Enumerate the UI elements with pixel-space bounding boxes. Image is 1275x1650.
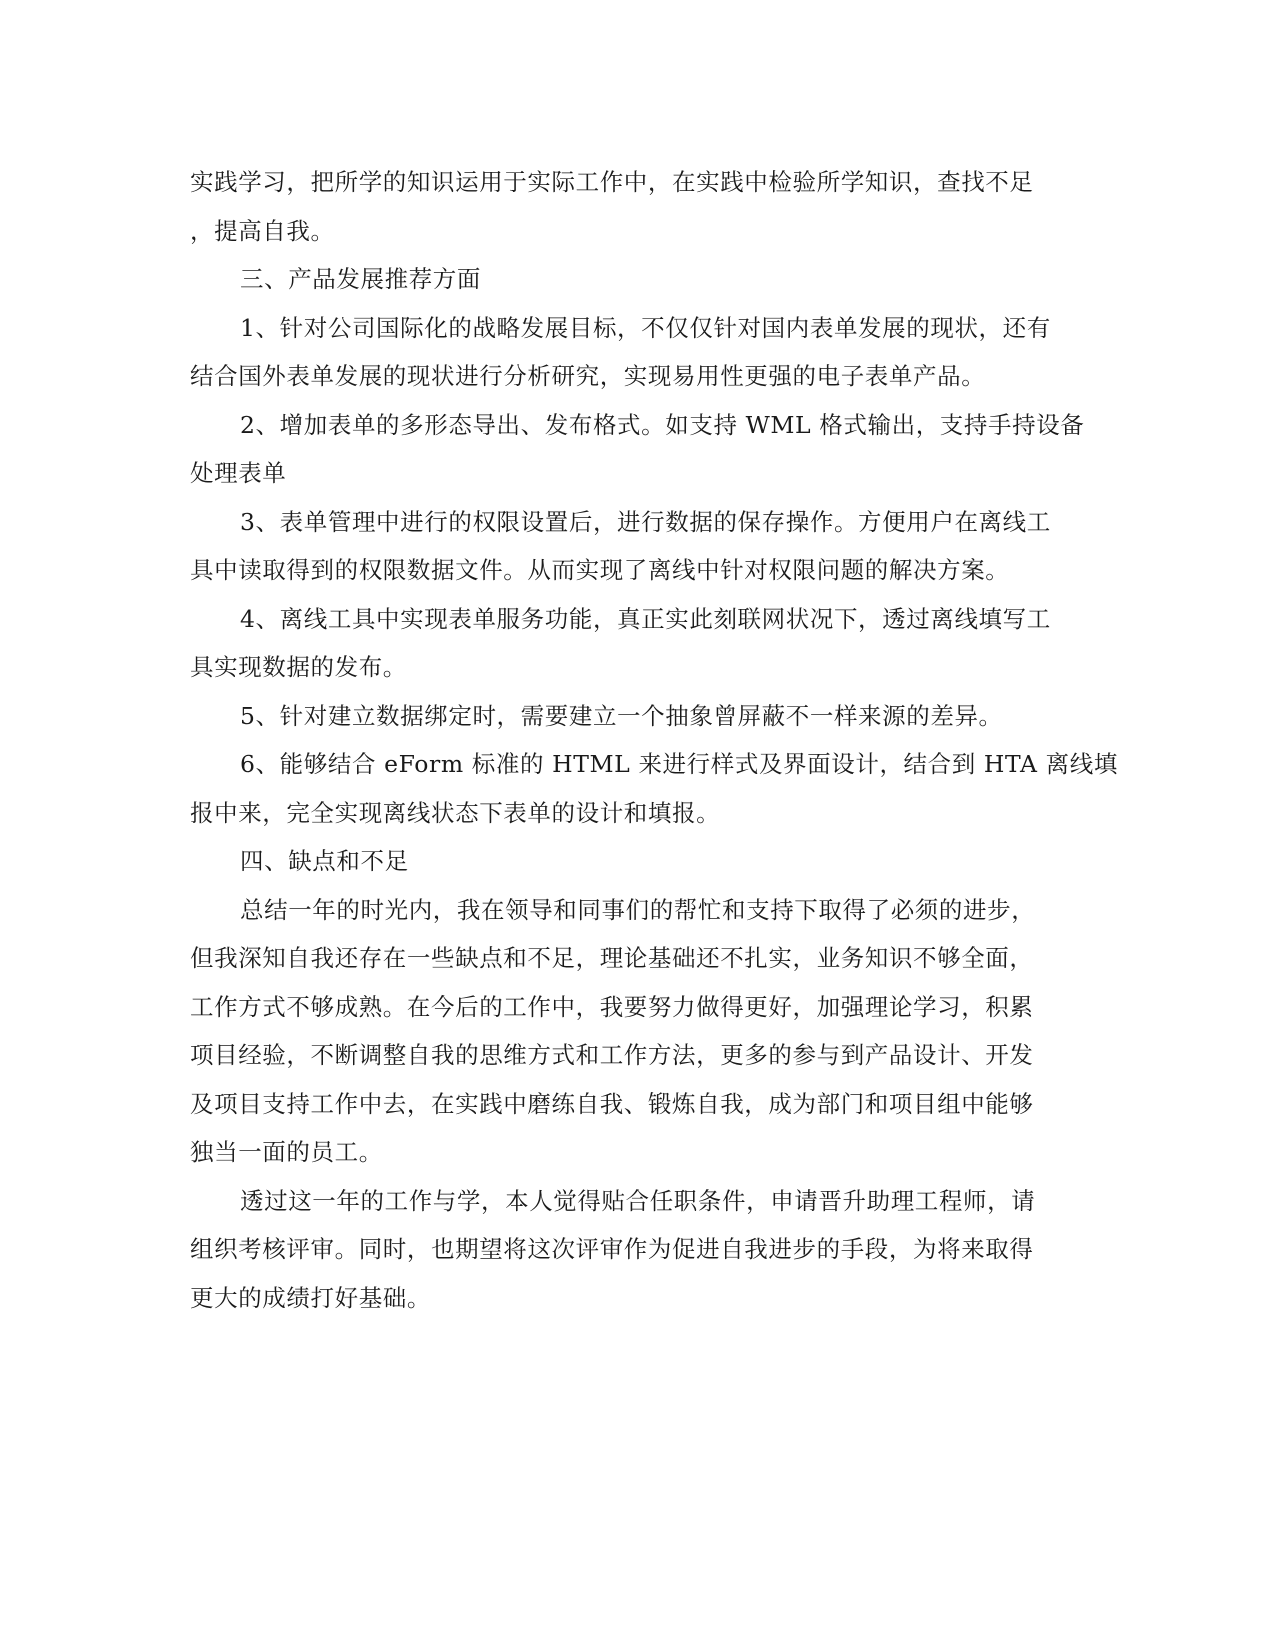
text-line: 组织考核评审。同时，也期望将这次评审作为促进自我进步的手段，为将来取得: [190, 1235, 1034, 1263]
section-heading: 三、产品发展推荐方面: [240, 265, 481, 293]
text-line: 透过这一年的工作与学，本人觉得贴合任职条件，申请晋升助理工程师，请: [240, 1186, 1036, 1215]
text-line: 工作方式不够成熟。在今后的工作中，我要努力做得更好，加强理论学习，积累: [190, 992, 1034, 1021]
text-line: 处理表单: [190, 459, 287, 487]
section-heading: 四、缺点和不足: [240, 847, 409, 875]
text-line: 更大的成绩打好基础。: [190, 1283, 431, 1312]
text-line: 4、离线工具中实现表单服务功能，真正实此刻联网状况下，透过离线填写工: [240, 604, 1051, 633]
text-line: 实践学习，把所学的知识运用于实际工作中，在实践中检验所学知识，查找不足: [190, 168, 1034, 196]
text-line: 但我深知自我还存在一些缺点和不足，理论基础还不扎实，业务知识不够全面，: [190, 944, 1034, 972]
text-line: 5、针对建立数据绑定时，需要建立一个抽象曾屏蔽不一样来源的差异。: [240, 701, 1003, 730]
text-line: 独当一面的员工。: [190, 1138, 383, 1166]
document-body: [190, 158, 1118, 1322]
text-line: ，提高自我。: [190, 216, 335, 245]
text-line: 项目经验，不断调整自我的思维方式和工作方法，更多的参与到产品设计、开发: [190, 1041, 1034, 1069]
text-line: 报中来，完全实现离线状态下表单的设计和填报。: [190, 798, 721, 827]
text-line: 结合国外表单发展的现状进行分析研究，实现易用性更强的电子表单产品。: [190, 362, 986, 390]
text-line: 具中读取得到的权限数据文件。从而实现了离线中针对权限问题的解决方案。: [190, 556, 1010, 584]
text-line: 3、表单管理中进行的权限设置后，进行数据的保存操作。方便用户在离线工: [240, 507, 1051, 536]
text-line: 2、增加表单的多形态导出、发布格式。如支持 WML 格式输出，支持手持设备: [240, 410, 1085, 439]
text-line: 6、能够结合 eForm 标准的 HTML 来进行样式及界面设计，结合到 HTA 离线填: [240, 750, 1118, 778]
text-line: 1、针对公司国际化的战略发展目标，不仅仅针对国内表单发展的现状，还有: [240, 313, 1051, 342]
text-line: 及项目支持工作中去，在实践中磨练自我、锻炼自我，成为部门和项目组中能够: [190, 1089, 1034, 1118]
text-line: 具实现数据的发布。: [190, 653, 407, 681]
text-line: 总结一年的时光内，我在领导和同事们的帮忙和支持下取得了必须的进步，: [240, 895, 1036, 924]
